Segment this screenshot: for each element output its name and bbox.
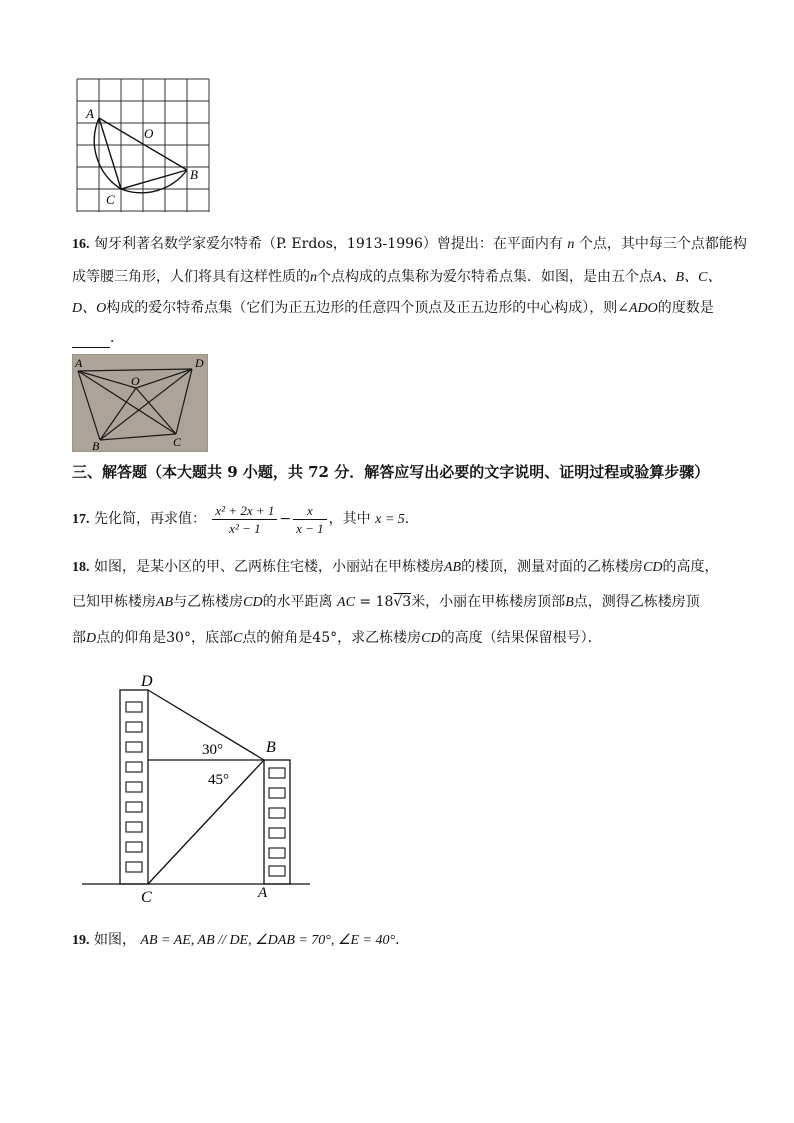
q18-text-2a: 已知甲栋楼房 [72, 594, 156, 610]
q18-line2 [72, 592, 700, 613]
q18-text-2e: 点，测得乙栋楼房顶 [573, 594, 700, 610]
q18-line1 [72, 557, 719, 578]
q18-text-1b: 的楼顶，测量对面的乙栋楼房 [461, 559, 644, 575]
figure-q15-grid [76, 78, 212, 214]
q17-prefix: 先化简，再求值： [93, 511, 206, 527]
q18-B: B [565, 595, 574, 610]
fig18-angle-30: 30° [202, 742, 223, 758]
q17-line [72, 499, 419, 540]
q18-AB: AB [443, 560, 462, 575]
label-B: B [190, 167, 198, 182]
answer-blank [72, 335, 110, 348]
photo-label-C: C [173, 435, 182, 449]
q18-number: 18. [72, 560, 90, 575]
section-heading: 三、解答题（本大题共 9 小题，共 72 分．解答应写出必要的文字说明、证明过程或验算步骤） [72, 463, 710, 481]
q16-line1 [72, 234, 747, 255]
label-C: C [106, 192, 115, 207]
frac1-numerator: x² + 2x + 1 [212, 502, 277, 520]
photo-label-D: D [195, 356, 204, 370]
frac1-denominator: x² − 1 [229, 520, 261, 536]
q18-text-2b: 与乙栋楼房 [173, 594, 244, 610]
q18-D: D [86, 631, 97, 646]
q19-prefix: 如图， [93, 932, 136, 948]
photo-label-A: A [75, 356, 83, 370]
q18-dist-eq: = 18 [354, 594, 394, 610]
q19-number: 19. [72, 933, 90, 948]
q18-AB-2: AB [156, 595, 174, 610]
q19-end: ． [395, 932, 410, 948]
q18-line3 [72, 628, 602, 649]
label-O: O [144, 126, 154, 141]
q16-line3 [72, 298, 714, 319]
q18-CD-3: CD [421, 631, 441, 646]
frac2-denominator: x − 1 [296, 520, 324, 536]
q16-text-1b: 个点，其中每三个点都能构 [578, 236, 747, 252]
q17-condition: x = 5 [375, 512, 405, 527]
q17-minus: − [279, 511, 292, 527]
q16-n: n [567, 237, 575, 252]
q16-text-2a: 成等腰三角形，人们将具有这样性质的 [72, 269, 310, 285]
q18-text-1a: 如图，是某小区的甲、乙两栋住宅楼，小丽站在甲栋楼房 [93, 559, 444, 575]
figure-q16-photo [72, 354, 208, 452]
q16-text-3a: D、O [72, 301, 107, 316]
q18-CD: CD [643, 560, 663, 575]
q16-text-3d: 的度数是 [657, 300, 714, 316]
q18-CD-2: CD [243, 595, 263, 610]
q16-n2: n [310, 270, 317, 285]
q17-fraction-2 [293, 502, 327, 537]
fig18-label-D: D [141, 673, 153, 690]
q16-text-1: 匈牙利著名数学家爱尔特希（P. Erdos，1913-1996）曾提出：在平面内有 [93, 236, 563, 252]
q18-text-3c: 点的俯角是45°，求乙栋楼房 [242, 630, 422, 646]
q16-text-3c: ADO [628, 301, 658, 316]
fig18-label-B: B [266, 739, 276, 756]
q19-expression: AB = AE, AB // DE, ∠DAB = 70°, ∠E = 40° [140, 933, 396, 948]
q18-text-3a: 部 [72, 630, 86, 646]
photo-label-B: B [92, 439, 100, 452]
q16-text-2c: A、B、C、 [653, 270, 722, 285]
q17-fraction-1 [212, 502, 277, 537]
q16-number: 16. [72, 237, 90, 252]
q17-number: 17. [72, 512, 90, 527]
q16-text-2b: 个点构成的点集称为爱尔特希点集．如图，是由五个点 [317, 269, 653, 285]
q18-AC: AC [337, 595, 355, 610]
q18-C: C [232, 631, 243, 646]
q19-line [72, 930, 409, 951]
q16-line4 [72, 328, 124, 348]
q18-sqrt3: √3 [393, 594, 412, 610]
q18-text-2d: 米，小丽在甲栋楼房顶部 [411, 594, 566, 610]
q18-text-3d: 的高度（结果保留根号）． [440, 630, 602, 646]
fig18-label-C: C [141, 889, 152, 906]
q17-suffix: ，其中 [328, 511, 371, 527]
q18-text-2c: 的水平距离 [262, 594, 333, 610]
q16-line2 [72, 267, 721, 288]
q17-end: ． [404, 511, 419, 527]
q18-text-1c: 的高度， [662, 559, 719, 575]
q16-text-4: ． [110, 330, 124, 346]
figure-q18-buildings [78, 668, 318, 908]
q16-text-3b: 构成的爱尔特希点集（它们为正五边形的任意四个顶点及正五边形的中心构成），则∠ [106, 300, 629, 316]
fig18-label-A: A [258, 885, 268, 901]
photo-label-O: O [131, 374, 140, 388]
label-A: A [86, 106, 94, 121]
q18-text-3b: 点的仰角是30°，底部 [96, 630, 233, 646]
fig18-angle-45: 45° [208, 772, 229, 788]
frac2-numerator: x [293, 502, 327, 520]
